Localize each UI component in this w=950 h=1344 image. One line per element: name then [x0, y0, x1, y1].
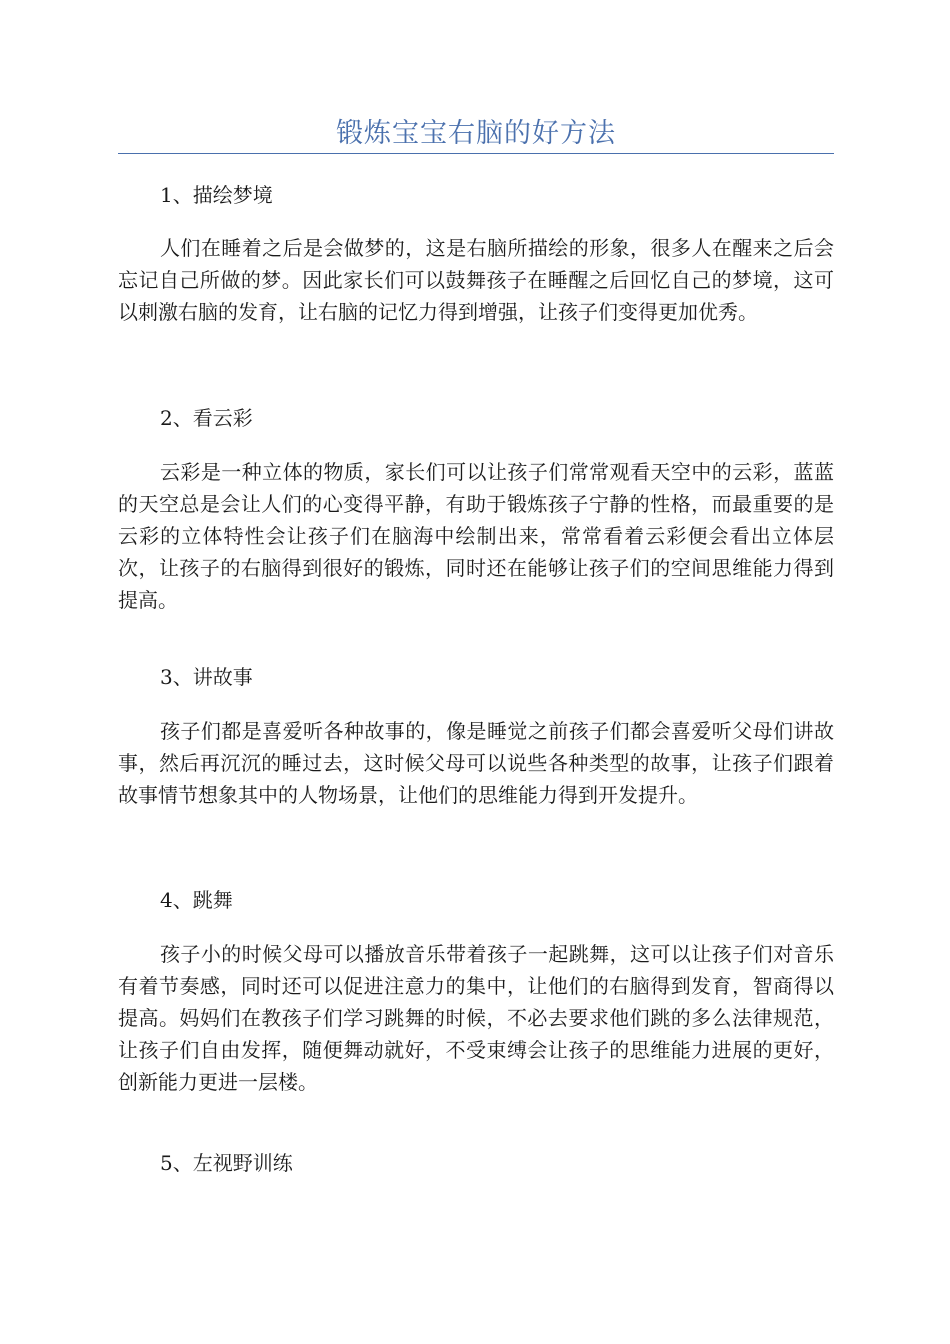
section-body-1: 人们在睡着之后是会做梦的，这是右脑所描绘的形象，很多人在醒来之后会忘记自己所做的梦。因此家长们可以鼓舞孩子在睡醒之后回忆自己的梦境，这可以刺激右脑的发育，让右脑的记忆力得到增强，让孩子们变得更加优秀。 [118, 236, 834, 324]
section-heading-1: 1、描绘梦境 [160, 183, 273, 207]
section-heading-5: 5、左视野训练 [160, 1151, 293, 1175]
section-body-2: 云彩是一种立体的物质，家长们可以让孩子们常常观看天空中的云彩，蓝蓝的天空总是会让人们的心变得平静，有助于锻炼孩子宁静的性格，而最重要的是云彩的立体特性会让孩子们在脑海中绘制出来，常常看着云彩便会看出立体层次，让孩子的右脑得到很好的锻炼，同时还在能够让孩子们的空间思维能力得到提高。 [118, 460, 834, 612]
section-heading-3: 3、讲故事 [160, 665, 253, 689]
section-body-3: 孩子们都是喜爱听各种故事的，像是睡觉之前孩子们都会喜爱听父母们讲故事，然后再沉沉的睡过去，这时候父母可以说些各种类型的故事，让孩子们跟着故事情节想象其中的人物场景，让他们的思维能力得到开发提升。 [118, 719, 834, 807]
section-heading-4: 4、跳舞 [160, 888, 233, 912]
section-body-4: 孩子小的时候父母可以播放音乐带着孩子一起跳舞，这可以让孩子们对音乐有着节奏感，同时还可以促进注意力的集中，让他们的右脑得到发育，智商得以提高。妈妈们在教孩子们学习跳舞的时候，不必去要求他们跳的多么法律规范，让孩子们自由发挥，随便舞动就好，不受束缚会让孩子的思维能力进展的更好，创新能力更进一层楼。 [118, 942, 834, 1094]
title-underline [118, 153, 834, 154]
document-title: 锻炼宝宝右脑的好方法 [336, 118, 616, 149]
section-heading-2: 2、看云彩 [160, 406, 253, 430]
